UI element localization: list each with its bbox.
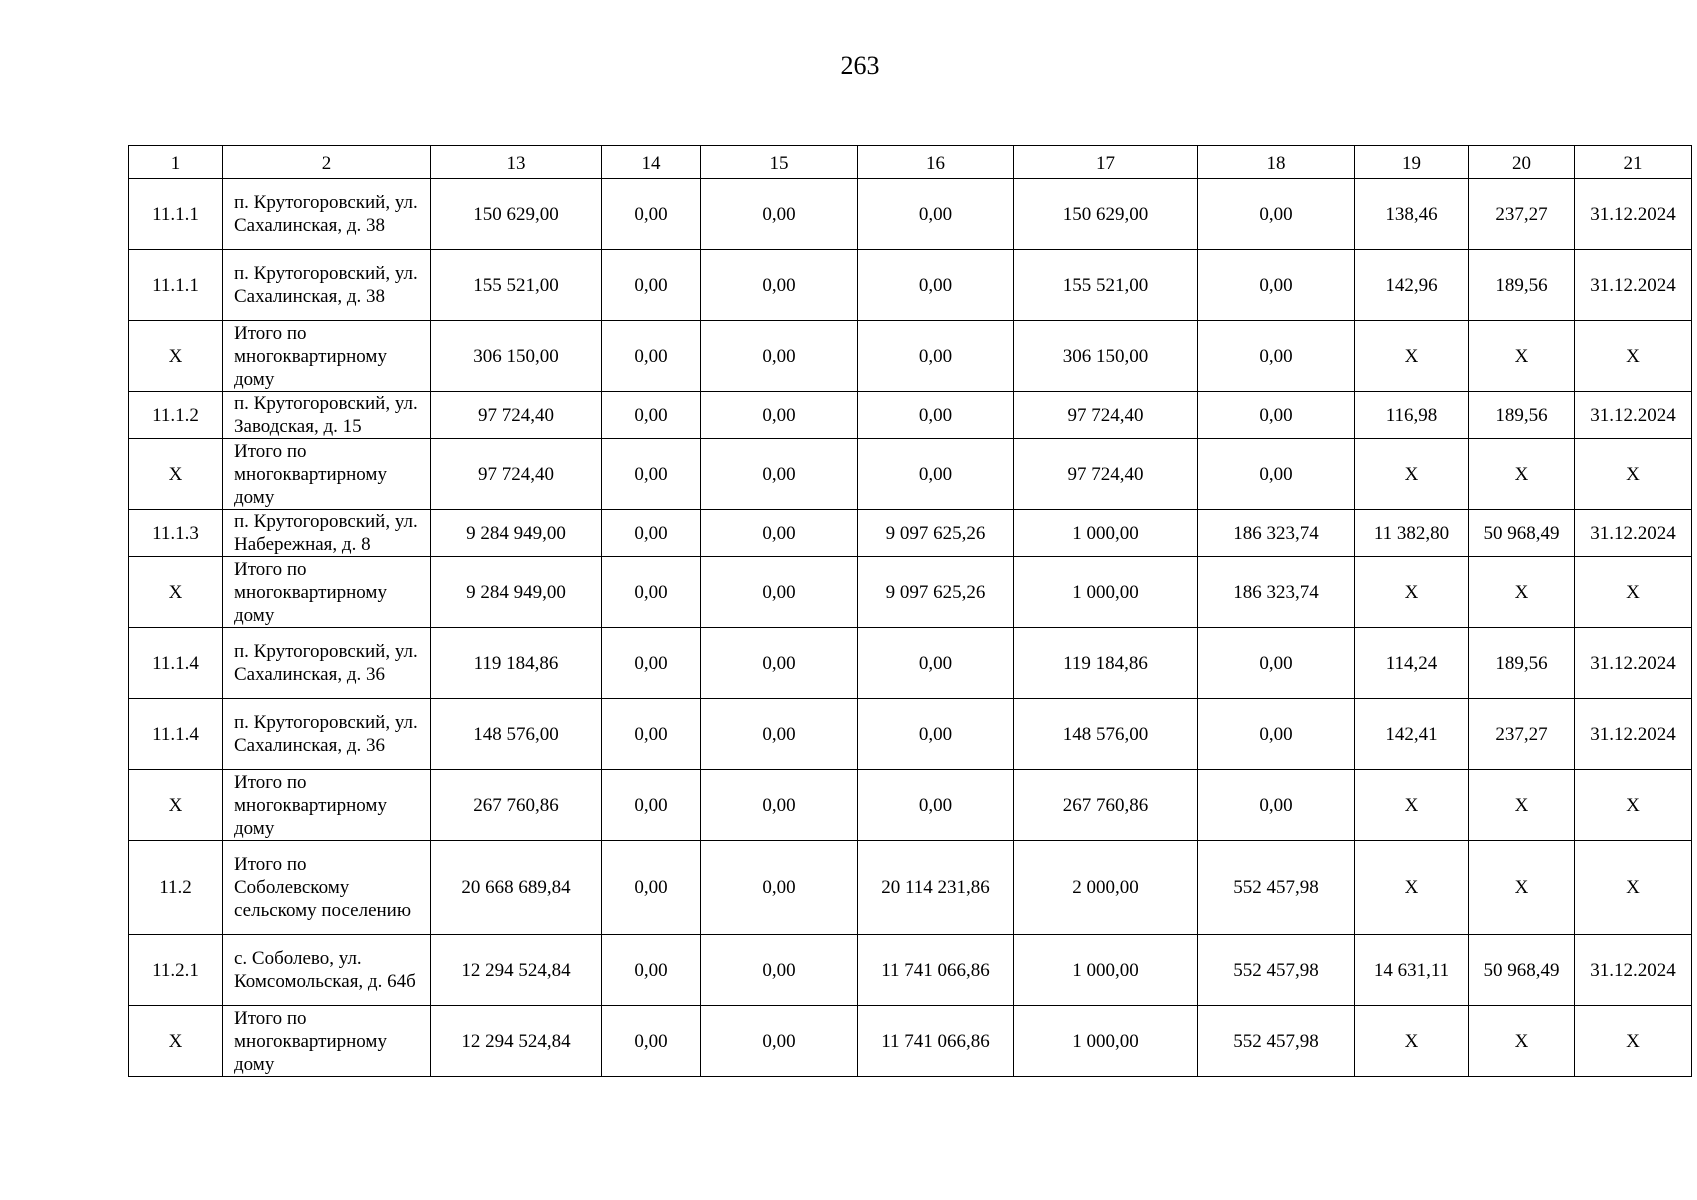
table-cell-col-14: 0,00 bbox=[602, 1006, 701, 1077]
table-cell-col-18: 0,00 bbox=[1198, 250, 1355, 321]
table-cell-col-17: 1 000,00 bbox=[1014, 1006, 1198, 1077]
table-cell-col-1: Х bbox=[129, 321, 223, 392]
table-cell-col-1: 11.1.1 bbox=[129, 250, 223, 321]
table-cell-col-21: 31.12.2024 bbox=[1575, 935, 1692, 1006]
table-cell-col-21: 31.12.2024 bbox=[1575, 510, 1692, 557]
table-cell-col-17: 155 521,00 bbox=[1014, 250, 1198, 321]
table-cell-col-1: 11.1.1 bbox=[129, 179, 223, 250]
table-cell-col-1: Х bbox=[129, 439, 223, 510]
table-cell-col-16: 0,00 bbox=[858, 392, 1014, 439]
table-row bbox=[129, 250, 1692, 321]
table-cell-col-13: 267 760,86 bbox=[431, 770, 602, 841]
table-cell-col-2: п. Крутогоровский, ул. Сахалинская, д. 38 bbox=[223, 179, 431, 250]
table-cell-col-13: 12 294 524,84 bbox=[431, 935, 602, 1006]
table-cell-col-16: 0,00 bbox=[858, 699, 1014, 770]
column-header-19: 19 bbox=[1355, 146, 1469, 179]
table-cell-col-13: 97 724,40 bbox=[431, 392, 602, 439]
column-header-18: 18 bbox=[1198, 146, 1355, 179]
table-cell-col-15: 0,00 bbox=[701, 392, 858, 439]
table-cell-col-13: 12 294 524,84 bbox=[431, 1006, 602, 1077]
table-cell-col-18: 0,00 bbox=[1198, 439, 1355, 510]
table-cell-col-19: Х bbox=[1355, 321, 1469, 392]
table-body bbox=[129, 179, 1692, 1077]
table-cell-col-16: 20 114 231,86 bbox=[858, 841, 1014, 935]
table-cell-col-13: 119 184,86 bbox=[431, 628, 602, 699]
table-cell-col-20: Х bbox=[1469, 557, 1575, 628]
table-cell-col-16: 11 741 066,86 bbox=[858, 1006, 1014, 1077]
table-row bbox=[129, 510, 1692, 557]
table-cell-col-15: 0,00 bbox=[701, 250, 858, 321]
table-cell-col-16: 9 097 625,26 bbox=[858, 510, 1014, 557]
table-cell-col-14: 0,00 bbox=[602, 841, 701, 935]
table-cell-col-15: 0,00 bbox=[701, 510, 858, 557]
column-header-13: 13 bbox=[431, 146, 602, 179]
column-header-2: 2 bbox=[223, 146, 431, 179]
table-row bbox=[129, 392, 1692, 439]
table-cell-col-15: 0,00 bbox=[701, 439, 858, 510]
table-cell-col-20: Х bbox=[1469, 770, 1575, 841]
table-cell-col-14: 0,00 bbox=[602, 557, 701, 628]
table-cell-col-18: 0,00 bbox=[1198, 179, 1355, 250]
table-cell-col-19: 142,96 bbox=[1355, 250, 1469, 321]
table-cell-col-13: 306 150,00 bbox=[431, 321, 602, 392]
table-cell-col-21: Х bbox=[1575, 1006, 1692, 1077]
table-cell-col-16: 0,00 bbox=[858, 628, 1014, 699]
table-cell-col-18: 0,00 bbox=[1198, 699, 1355, 770]
table-row bbox=[129, 179, 1692, 250]
table-cell-col-1: 11.2 bbox=[129, 841, 223, 935]
table-cell-col-17: 306 150,00 bbox=[1014, 321, 1198, 392]
table-cell-col-13: 148 576,00 bbox=[431, 699, 602, 770]
table-cell-col-19: 114,24 bbox=[1355, 628, 1469, 699]
table-cell-col-14: 0,00 bbox=[602, 179, 701, 250]
column-header-20: 20 bbox=[1469, 146, 1575, 179]
table-row bbox=[129, 841, 1692, 935]
data-table bbox=[128, 145, 1692, 1077]
table-cell-col-20: Х bbox=[1469, 841, 1575, 935]
table-cell-col-21: Х bbox=[1575, 770, 1692, 841]
table-cell-col-18: 186 323,74 bbox=[1198, 510, 1355, 557]
table-cell-col-18: 552 457,98 bbox=[1198, 841, 1355, 935]
table-cell-col-13: 9 284 949,00 bbox=[431, 557, 602, 628]
table-row bbox=[129, 557, 1692, 628]
table-cell-col-16: 0,00 bbox=[858, 250, 1014, 321]
table-cell-col-2: Итого по многоквартирному дому bbox=[223, 439, 431, 510]
table-row bbox=[129, 935, 1692, 1006]
table-cell-col-17: 1 000,00 bbox=[1014, 935, 1198, 1006]
table-cell-col-1: 11.1.3 bbox=[129, 510, 223, 557]
table-cell-col-14: 0,00 bbox=[602, 439, 701, 510]
table-cell-col-20: Х bbox=[1469, 1006, 1575, 1077]
table-cell-col-1: 11.1.2 bbox=[129, 392, 223, 439]
column-header-15: 15 bbox=[701, 146, 858, 179]
table-cell-col-14: 0,00 bbox=[602, 392, 701, 439]
table-cell-col-1: 11.2.1 bbox=[129, 935, 223, 1006]
page-number: 263 bbox=[840, 51, 880, 80]
table-row bbox=[129, 321, 1692, 392]
table-cell-col-19: Х bbox=[1355, 439, 1469, 510]
table-cell-col-21: Х bbox=[1575, 439, 1692, 510]
table-cell-col-16: 0,00 bbox=[858, 439, 1014, 510]
table-cell-col-14: 0,00 bbox=[602, 250, 701, 321]
table-cell-col-14: 0,00 bbox=[602, 628, 701, 699]
table-cell-col-21: Х bbox=[1575, 841, 1692, 935]
table-cell-col-13: 9 284 949,00 bbox=[431, 510, 602, 557]
table-row bbox=[129, 770, 1692, 841]
table-cell-col-15: 0,00 bbox=[701, 841, 858, 935]
table-cell-col-19: 14 631,11 bbox=[1355, 935, 1469, 1006]
table-cell-col-20: 237,27 bbox=[1469, 699, 1575, 770]
table-cell-col-14: 0,00 bbox=[602, 321, 701, 392]
table-cell-col-17: 2 000,00 bbox=[1014, 841, 1198, 935]
table-cell-col-20: Х bbox=[1469, 321, 1575, 392]
table-cell-col-19: 138,46 bbox=[1355, 179, 1469, 250]
table-cell-col-15: 0,00 bbox=[701, 628, 858, 699]
table-cell-col-19: 142,41 bbox=[1355, 699, 1469, 770]
table-cell-col-20: 50 968,49 bbox=[1469, 935, 1575, 1006]
table-cell-col-2: Итого по многоквартирному дому bbox=[223, 770, 431, 841]
table-cell-col-15: 0,00 bbox=[701, 935, 858, 1006]
table-cell-col-19: 116,98 bbox=[1355, 392, 1469, 439]
table-cell-col-18: 0,00 bbox=[1198, 321, 1355, 392]
table-cell-col-16: 0,00 bbox=[858, 179, 1014, 250]
table-row bbox=[129, 628, 1692, 699]
table-cell-col-21: Х bbox=[1575, 321, 1692, 392]
table-cell-col-18: 186 323,74 bbox=[1198, 557, 1355, 628]
table-cell-col-15: 0,00 bbox=[701, 770, 858, 841]
table-cell-col-13: 150 629,00 bbox=[431, 179, 602, 250]
table-cell-col-20: 189,56 bbox=[1469, 628, 1575, 699]
table-cell-col-16: 0,00 bbox=[858, 321, 1014, 392]
table-cell-col-15: 0,00 bbox=[701, 557, 858, 628]
table-cell-col-19: Х bbox=[1355, 841, 1469, 935]
column-header-21: 21 bbox=[1575, 146, 1692, 179]
table-cell-col-16: 0,00 bbox=[858, 770, 1014, 841]
table-cell-col-2: с. Соболево, ул. Комсомольская, д. 64б bbox=[223, 935, 431, 1006]
table-cell-col-17: 97 724,40 bbox=[1014, 392, 1198, 439]
table-cell-col-2: Итого по многоквартирному дому bbox=[223, 321, 431, 392]
table-cell-col-18: 0,00 bbox=[1198, 392, 1355, 439]
table-cell-col-15: 0,00 bbox=[701, 699, 858, 770]
table-cell-col-1: 11.1.4 bbox=[129, 699, 223, 770]
table-cell-col-19: 11 382,80 bbox=[1355, 510, 1469, 557]
column-header-14: 14 bbox=[602, 146, 701, 179]
table-cell-col-18: 552 457,98 bbox=[1198, 935, 1355, 1006]
table-cell-col-21: 31.12.2024 bbox=[1575, 392, 1692, 439]
table-cell-col-2: п. Крутогоровский, ул. Сахалинская, д. 36 bbox=[223, 628, 431, 699]
table-cell-col-14: 0,00 bbox=[602, 510, 701, 557]
table-cell-col-20: 189,56 bbox=[1469, 250, 1575, 321]
table-cell-col-2: Итого по Соболевскому сельскому поселению bbox=[223, 841, 431, 935]
table-cell-col-20: 237,27 bbox=[1469, 179, 1575, 250]
table-header-row bbox=[129, 146, 1692, 179]
table-cell-col-20: Х bbox=[1469, 439, 1575, 510]
table-cell-col-19: Х bbox=[1355, 1006, 1469, 1077]
table-cell-col-21: 31.12.2024 bbox=[1575, 699, 1692, 770]
table-cell-col-17: 97 724,40 bbox=[1014, 439, 1198, 510]
table-cell-col-2: п. Крутогоровский, ул. Сахалинская, д. 38 bbox=[223, 250, 431, 321]
table-cell-col-1: Х bbox=[129, 770, 223, 841]
table-cell-col-21: 31.12.2024 bbox=[1575, 628, 1692, 699]
column-header-1: 1 bbox=[129, 146, 223, 179]
table-cell-col-1: 11.1.4 bbox=[129, 628, 223, 699]
table-cell-col-20: 189,56 bbox=[1469, 392, 1575, 439]
table-cell-col-17: 1 000,00 bbox=[1014, 510, 1198, 557]
table-cell-col-13: 97 724,40 bbox=[431, 439, 602, 510]
table-cell-col-15: 0,00 bbox=[701, 1006, 858, 1077]
table-cell-col-16: 9 097 625,26 bbox=[858, 557, 1014, 628]
table-cell-col-16: 11 741 066,86 bbox=[858, 935, 1014, 1006]
table-row bbox=[129, 1006, 1692, 1077]
table-cell-col-14: 0,00 bbox=[602, 935, 701, 1006]
table-cell-col-17: 1 000,00 bbox=[1014, 557, 1198, 628]
table-cell-col-18: 0,00 bbox=[1198, 770, 1355, 841]
table-cell-col-1: Х bbox=[129, 557, 223, 628]
table-cell-col-19: Х bbox=[1355, 557, 1469, 628]
table-cell-col-2: п. Крутогоровский, ул. Сахалинская, д. 36 bbox=[223, 699, 431, 770]
table-cell-col-17: 148 576,00 bbox=[1014, 699, 1198, 770]
table-cell-col-17: 267 760,86 bbox=[1014, 770, 1198, 841]
table-cell-col-2: Итого по многоквартирному дому bbox=[223, 1006, 431, 1077]
table-row bbox=[129, 699, 1692, 770]
table-cell-col-2: Итого по многоквартирному дому bbox=[223, 557, 431, 628]
table-cell-col-13: 20 668 689,84 bbox=[431, 841, 602, 935]
column-header-17: 17 bbox=[1014, 146, 1198, 179]
table-cell-col-18: 0,00 bbox=[1198, 628, 1355, 699]
table-cell-col-15: 0,00 bbox=[701, 321, 858, 392]
table-cell-col-14: 0,00 bbox=[602, 770, 701, 841]
table-cell-col-2: п. Крутогоровский, ул. Набережная, д. 8 bbox=[223, 510, 431, 557]
table-cell-col-17: 150 629,00 bbox=[1014, 179, 1198, 250]
table-cell-col-21: 31.12.2024 bbox=[1575, 179, 1692, 250]
table-cell-col-13: 155 521,00 bbox=[431, 250, 602, 321]
table-cell-col-18: 552 457,98 bbox=[1198, 1006, 1355, 1077]
table-cell-col-20: 50 968,49 bbox=[1469, 510, 1575, 557]
table-cell-col-21: Х bbox=[1575, 557, 1692, 628]
table-cell-col-17: 119 184,86 bbox=[1014, 628, 1198, 699]
table-row bbox=[129, 439, 1692, 510]
table-cell-col-1: Х bbox=[129, 1006, 223, 1077]
table-cell-col-14: 0,00 bbox=[602, 699, 701, 770]
table-cell-col-15: 0,00 bbox=[701, 179, 858, 250]
column-header-16: 16 bbox=[858, 146, 1014, 179]
table-cell-col-19: Х bbox=[1355, 770, 1469, 841]
table-cell-col-2: п. Крутогоровский, ул. Заводская, д. 15 bbox=[223, 392, 431, 439]
table-cell-col-21: 31.12.2024 bbox=[1575, 250, 1692, 321]
